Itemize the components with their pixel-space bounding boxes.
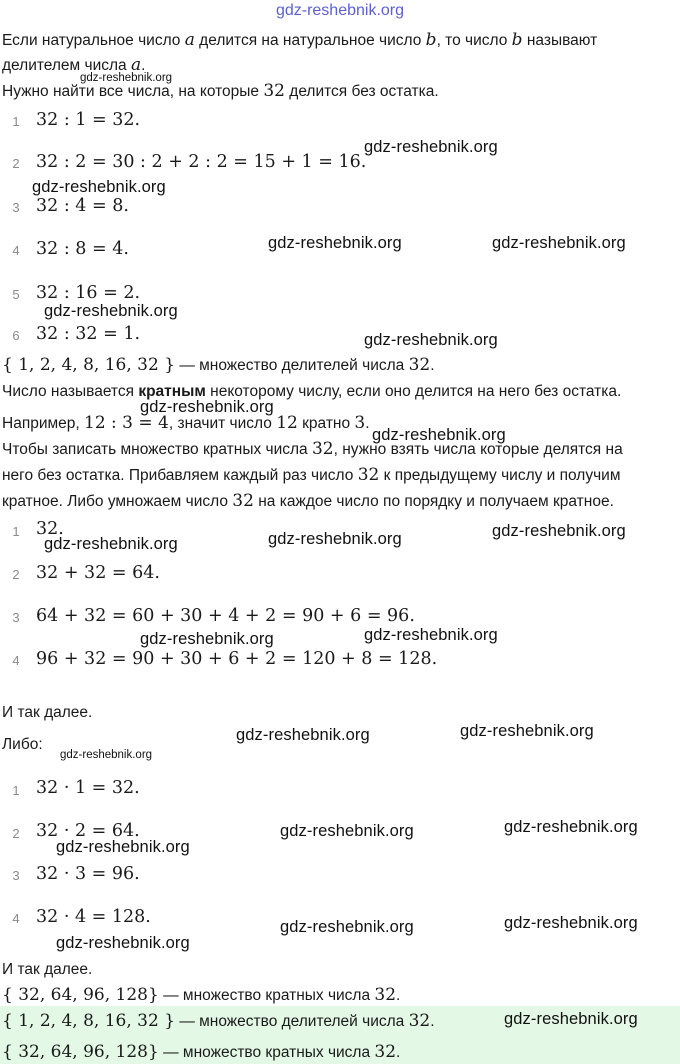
watermark: gdz-reshebnik.org (364, 331, 498, 349)
text: Число называется (2, 383, 139, 400)
division-expression: 32 : 2 = 30 : 2 + 2 : 2 = 15 + 1 = 16. (36, 152, 367, 172)
text: него без остатка. Прибавляем каждый раз число (2, 467, 358, 484)
text: . (430, 1013, 435, 1030)
list-number: 1 (12, 524, 20, 539)
division-expression: 32 : 1 = 32. (36, 110, 141, 130)
text: Нужно найти все числа, на которые (2, 83, 264, 100)
watermark: gdz-reshebnik.org (268, 530, 402, 548)
header-watermark: gdz-reshebnik.org (275, 2, 405, 19)
number: 32 (357, 465, 380, 485)
watermark: gdz-reshebnik.org (460, 722, 594, 740)
watermark: gdz-reshebnik.org (492, 522, 626, 540)
watermark: gdz-reshebnik.org (268, 234, 402, 252)
watermark: gdz-reshebnik.org (504, 914, 638, 932)
text: некоторому числу, если оно делится на него без остатка. (205, 383, 622, 400)
product-expression: 32 · 2 = 64. (36, 821, 140, 841)
var-a: a (184, 30, 195, 50)
watermark: gdz-reshebnik.org (504, 818, 638, 836)
text: . (396, 1044, 401, 1061)
text: — множество делителей числа (175, 1013, 409, 1030)
text: делителем числа (2, 57, 131, 74)
text: кратное. Либо умножаем число (2, 493, 233, 510)
list-number: 2 (12, 567, 20, 582)
list-number: 1 (12, 783, 20, 798)
list-number: 5 (12, 287, 20, 302)
text: . (365, 415, 370, 432)
number: 3 (354, 413, 366, 433)
divisors-set: { 1, 2, 4, 8, 16, 32 } (2, 355, 176, 375)
text: . (430, 357, 435, 374)
division-expression: 32 : 32 = 1. (36, 324, 141, 344)
number: 32 (408, 1011, 431, 1031)
watermark: gdz-reshebnik.org (80, 72, 173, 84)
number: 32 (263, 81, 285, 101)
text: делится без остатка. (284, 83, 439, 100)
answer-multiples-line (2, 1042, 400, 1063)
intro-line-1 (2, 30, 597, 51)
term-bold: кратным (138, 383, 206, 400)
watermark: gdz-reshebnik.org (492, 234, 626, 252)
watermark: gdz-reshebnik.org (44, 535, 178, 553)
and-so-on: И так далее. (2, 961, 93, 978)
addition-expression: 96 + 32 = 90 + 30 + 6 + 2 = 120 + 8 = 128. (36, 649, 438, 669)
paragraph-line-1 (2, 439, 623, 460)
math-expression: 12 : 3 = 4 (84, 413, 169, 433)
number: 32 (232, 491, 254, 511)
text: , нужно взять числа которые делятся на (333, 441, 623, 458)
list-number: 1 (12, 114, 20, 129)
text: называют (522, 32, 598, 49)
watermark: gdz-reshebnik.org (140, 398, 274, 416)
addition-expression: 32. (36, 519, 64, 539)
watermark: gdz-reshebnik.org (140, 630, 274, 648)
watermark: gdz-reshebnik.org (56, 838, 190, 856)
product-expression: 32 · 3 = 96. (36, 864, 140, 884)
list-number: 2 (12, 156, 20, 171)
list-number: 6 (12, 328, 20, 343)
division-expression: 32 : 16 = 2. (36, 283, 141, 303)
multiple-definition (2, 382, 621, 402)
addition-expression: 32 + 32 = 64. (36, 563, 160, 583)
either-label: Либо: (2, 736, 43, 753)
text: — множество кратных числа (158, 1044, 375, 1061)
list-number: 4 (12, 653, 20, 668)
text: — множество кратных числа (158, 987, 375, 1004)
number: 32 (408, 355, 431, 375)
addition-expression: 64 + 32 = 60 + 30 + 4 + 2 = 90 + 6 = 96. (36, 606, 415, 626)
answer-divisors-line (2, 1011, 435, 1032)
multiples-set: { 32, 64, 96, 128} (2, 985, 159, 1005)
watermark: gdz-reshebnik.org (32, 178, 166, 196)
watermark: gdz-reshebnik.org (280, 918, 414, 936)
watermark: gdz-reshebnik.org (372, 426, 506, 444)
number: 32 (374, 1042, 397, 1062)
divisors-set-line (2, 355, 435, 376)
division-expression: 32 : 4 = 8. (36, 196, 129, 216)
text: кратно (297, 415, 355, 432)
list-number: 3 (12, 868, 20, 883)
list-number: 3 (12, 200, 20, 215)
text: Если натуральное число (2, 32, 185, 49)
text: к предыдущему числу и получим (379, 467, 621, 484)
paragraph-line-3 (2, 491, 614, 512)
watermark: gdz-reshebnik.org (44, 302, 178, 320)
text: . (396, 987, 401, 1004)
multiples-set: { 32, 64, 96, 128} (2, 1042, 159, 1062)
product-expression: 32 · 4 = 128. (36, 907, 151, 927)
watermark: gdz-reshebnik.org (364, 626, 498, 644)
watermark: gdz-reshebnik.org (56, 934, 190, 952)
watermark: gdz-reshebnik.org (60, 749, 153, 761)
text: . (141, 57, 146, 74)
number: 12 (276, 413, 298, 433)
and-so-on: И так далее. (2, 704, 93, 721)
list-number: 3 (12, 610, 20, 625)
text: Например, (2, 415, 84, 432)
multiples-set-line (2, 985, 400, 1006)
divisors-set: { 1, 2, 4, 8, 16, 32 } (2, 1011, 176, 1031)
number: 32 (374, 985, 397, 1005)
text: на каждое число по порядку и получаем кратное. (253, 493, 614, 510)
watermark: gdz-reshebnik.org (236, 726, 370, 744)
var-b: b (511, 30, 523, 50)
text: делится на натуральное число (194, 32, 426, 49)
list-number: 4 (12, 911, 20, 926)
watermark: gdz-reshebnik.org (364, 138, 498, 156)
watermark: gdz-reshebnik.org (504, 1010, 638, 1028)
number: 32 (311, 439, 334, 459)
text: , значит число (168, 415, 277, 432)
var-b: b (425, 30, 437, 50)
paragraph-line-2 (2, 465, 621, 486)
product-expression: 32 · 1 = 32. (36, 778, 140, 798)
watermark: gdz-reshebnik.org (280, 822, 414, 840)
intro-line-3 (2, 81, 439, 102)
list-number: 4 (12, 243, 20, 258)
list-number: 2 (12, 826, 20, 841)
text: , то число (436, 32, 512, 49)
text: — множество делителей числа (175, 357, 409, 374)
text: Чтобы записать множество кратных числа (2, 441, 312, 458)
var-a: a (130, 55, 142, 75)
division-expression: 32 : 8 = 4. (36, 239, 129, 259)
